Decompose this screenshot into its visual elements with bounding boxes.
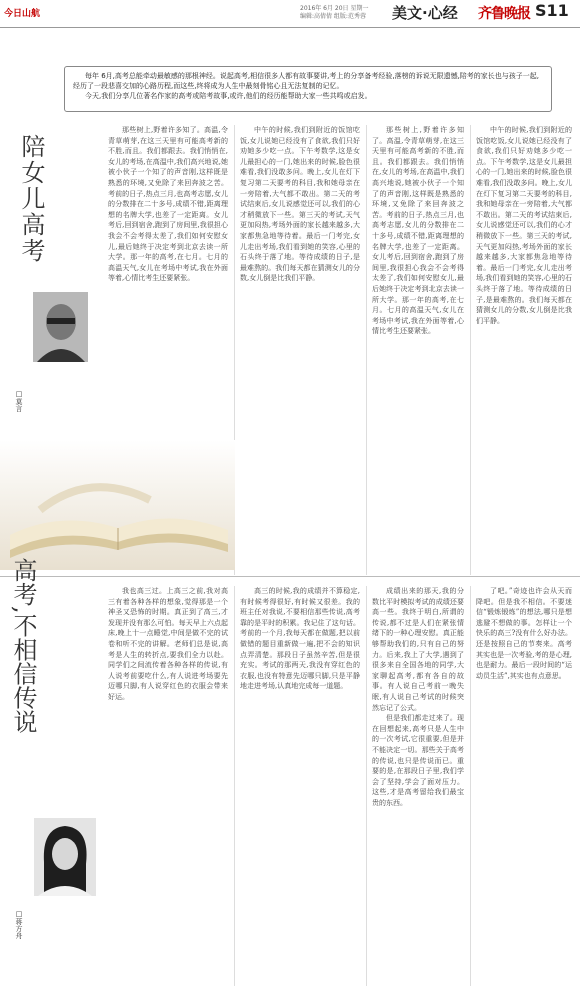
portrait-illustration <box>33 292 88 362</box>
article-title: 高考,不相信传说 <box>9 558 37 734</box>
article-paragraph: 高三的时候,我的成绩并不算稳定,有时候考得很好,有时候又很差。我的班主任对我说,不要相信那些传说,高考靠的是平时的积累。我记住了这句话。考前的一个月,我每天都在做题,把以前做错的题目重新做一遍,把不会的知识点弄清楚。那段日子虽然辛苦,但是很充实。考试的那两天,我没有穿红色的衣服,也没有特意先迈哪只脚,只是平静地走进考场,认真地完成每一道题。 <box>240 587 360 691</box>
editor-line: 编辑:高倩倩 组版:范秀蓉 <box>300 13 366 20</box>
column-divider <box>470 586 471 986</box>
article-column <box>240 125 360 555</box>
portrait-illustration <box>34 818 96 896</box>
article-paragraph: 了吧。”奇迹也许会从天而降吧。但是我不相信。不要迷信“锻炼锻炼”的想法,哪只是想逃避不想做的事。怎样让一个快乐的高三?没有什么好办法。还是按照自己的节奏来。高考其实也是一次考验,考的是心理,也是耐力。最后一段时间的“运动员生活”,其实也有点意思。 <box>476 587 572 680</box>
column-divider <box>470 125 471 575</box>
article-column <box>372 125 464 555</box>
article-column <box>476 125 572 555</box>
article-paragraph: 中午的时候,我们到附近的饭馆吃饭,女儿说她已经没有了食欲,我们只好劝她多少吃一点。下午考数学,这是女儿最担心的一门,她出来的时候,脸色很难看,我们没敢多问。晚上,女儿在灯下复习第二天要考的科目,我和她母亲在一旁陪着,大气都不敢出。第二天的考试结束后,女儿说感觉还可以,我们的心才稍微放下一些。第三天的考试,天气更加闷热,考场外面的家长越来越多,大家都焦急地等待着。最后一门考完,女儿走出考场,我们看到她的笑容,心里的石头终于落了地。等待成绩的日子,是最难熬的。我们每天都在猜测女儿的分数,女儿倒是比我们平静。 <box>240 126 360 283</box>
issue-date <box>300 5 368 21</box>
page-number: S11 <box>535 1 569 20</box>
article-paragraph: 那些树上,野着许多知了。高温,令青草萌芽,在这三天里有可能高考新的不胜,而且。我们都跟去。我们悄悄在,女儿的考场,在高温中,我们高兴地说,她被小伙子一个知了的声音刚,这样既是熟悉的环境,又免除了来回奔波之苦。考前的日子,热点三月,也高考志愿,女儿的分数排在二十多号,成绩不错,距离理想的名牌大学,也差了一定距离。女儿考后,回到宿舍,跑到了房间里,我很担心我会不会考得太差了,我们如何安慰女儿,最后她终于决定考到北京去读一所大学。那一年的高考,在七月。七月的高温天气,女儿在考场中考试,我在外面等着,心情比考生还要紧张。 <box>372 126 464 336</box>
author-byline: □蒋方舟 <box>15 910 23 939</box>
article-column <box>108 586 228 988</box>
section-divider <box>0 576 580 577</box>
page-header <box>0 0 580 26</box>
author-byline: □莫言 <box>15 390 23 412</box>
column-divider <box>234 586 235 986</box>
article-column <box>372 586 464 988</box>
section-tag: 今日山航 <box>4 9 41 19</box>
section-title: 美文·心经 <box>392 4 458 22</box>
intro-paragraph: 今天,我们分享几位著名作家的高考或陪考故事,或许,他们的经历能帮助大家一些共鸣或启发。 <box>85 92 372 100</box>
column-divider <box>366 586 367 986</box>
article-paragraph: 但是我们都走过来了。现在回想起来,高考只是人生中的一次考试,它很重要,但是并不能决定一切。那些关于高考的传说,也只是传说而已。重要的是,在那段日子里,我们学会了坚持,学会了面对压力。这些,才是高考留给我们最宝贵的东西。 <box>372 714 464 807</box>
column-divider <box>366 125 367 575</box>
author-photo <box>33 292 88 362</box>
intro-box <box>64 66 552 112</box>
article-paragraph: 那些树上,野着许多知了。高温,令青草萌芽,在这三天里有可能高考新的不胜,而且。我们都跟去。我们悄悄在,女儿的考场,在高温中,我们高兴地说,她被小伙子一个知了的声音刚,这样既是熟悉的环境,又免除了来回奔波之苦。考前的日子,热点三月,也高考志愿,女儿的分数排在二十多号,成绩不错,距离理想的名牌大学,也差了一定距离。女儿考后,回到宿舍,跑到了房间里,我很担心我会不会考得太差了,我们如何安慰女儿,最后她终于决定考到北京去读一所大学。那一年的高考,在七月。七月的高温天气,女儿在考场中考试,我在外面等着,心情比考生还要紧张。 <box>108 126 228 283</box>
article-column <box>240 586 360 988</box>
issue-date-line: 2016年 6月 20日 星期一 <box>300 5 369 12</box>
open-book-illustration <box>0 440 235 570</box>
intro-paragraph: 每年 6月,高考总能牵动最敏感的那根神经。说起高考,相信很多人都有故事要讲,考上的分享备考经验,落榜的诉说无限遗憾,陪考的家长也与孩子一起,经历了一段悲喜交加的心路历程,而这些,终将成为人生中最刻骨铭心且无法复制的记忆。 <box>73 72 540 90</box>
header-divider <box>0 27 580 28</box>
article-paragraph: 成绩出来的那天,我的分数比平时模拟考试的成绩还要高一些。我终于明白,所谓的传说,都不过是人们在紧张情绪下的一种心理安慰。真正能够帮助我们的,只有自己的努力。后来,我上了大学,遇到了很多来自全国各地的同学,大家聊起高考,都有各自的故事。有人说自己考前一晚失眠,有人说自己考试的时候突然忘记了公式。 <box>372 587 464 712</box>
article-paragraph: 中午的时候,我们到附近的饭馆吃饭,女儿说她已经没有了食欲,我们只好劝她多少吃一点。下午考数学,这是女儿最担心的一门,她出来的时候,脸色很难看,我们没敢多问。晚上,女儿在灯下复习第二天要考的科目,我和她母亲在一旁陪着,大气都不敢出。第二天的考试结束后,女儿说感觉还可以,我们的心才稍微放下一些。第三天的考试,天气更加闷热,考场外面的家长越来越多,大家都焦急地等待着。最后一门考完,女儿走出考场,我们看到她的笑容,心里的石头终于落了地。等待成绩的日子,是最难熬的。我们每天都在猜测女儿的分数,女儿倒是比我们平静。 <box>476 126 572 325</box>
article-paragraph: 我也高三过。上高三之前,我对高三有着各种各样的想象,觉得那是一个神圣又恐怖的时期。真正到了高三,才发现并没有那么可怕。每天早上六点起床,晚上十一点睡觉,中间是做不完的试卷和听不完的讲解。老师们总是说,高考是人生的转折点,要我们全力以赴。同学们之间流传着各种各样的传说,有人说考前要吃什么,有人说进考场要先迈哪只脚,有人说穿红色的衣服会带来好运。 <box>108 587 228 701</box>
newspaper-logo: 齐鲁晚报 <box>478 6 530 22</box>
author-photo <box>34 818 96 896</box>
article-column <box>476 586 572 988</box>
article-title: 陪女儿高考 <box>17 134 45 264</box>
